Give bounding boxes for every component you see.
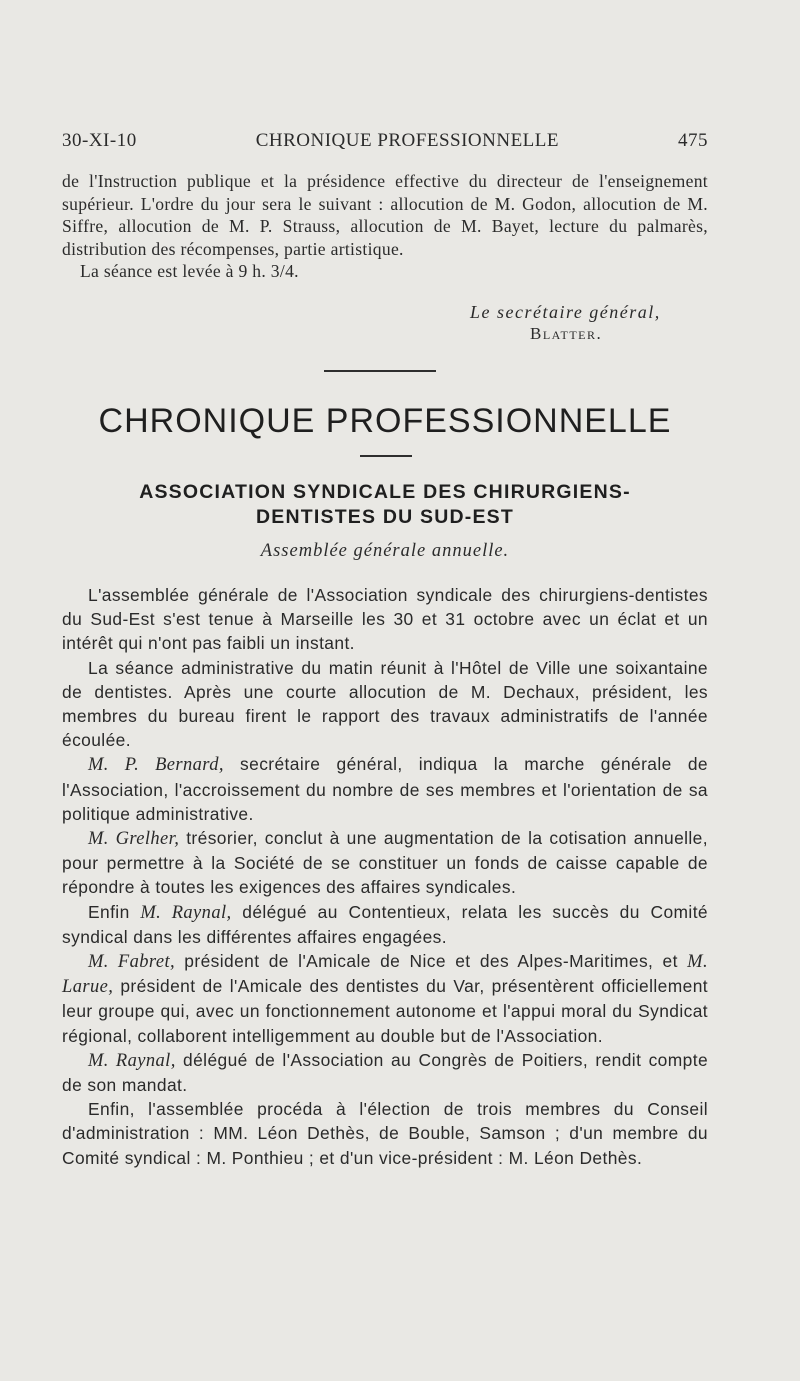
intro-paragraph: La séance est levée à 9 h. 3/4. <box>80 261 299 282</box>
paragraph-text: trésorier, conclut à une augmentation de la cotisation annuelle, pour permettre à la Société de se constituer un fonds de caisse capable de répondre à toutes les exigences des affaires syndicales. <box>62 828 708 898</box>
paragraph-text: délégué de l'Association au Congrès de Poitiers, rendit compte de son mandat. <box>62 1049 709 1096</box>
article-subtitle: Assemblée générale annuelle. <box>260 541 510 561</box>
title-divider <box>360 455 412 457</box>
article-paragraph: La séance administrative du matin réunit à l'Hôtel de Ville une soixantaine de dentistes. Après une courte allocution de M. Dechaux, président, les membres du bureau firent le rapport des travaux administratifs de l'année écoulée. <box>62 657 708 751</box>
person-name: M. Raynal, <box>88 1050 176 1071</box>
article-paragraph <box>62 949 708 1048</box>
running-header <box>62 130 708 152</box>
article-heading <box>62 480 708 530</box>
signature-block <box>470 302 700 344</box>
paragraph-text: Enfin <box>88 901 141 922</box>
article-heading-line: DENTISTES DU SUD-EST <box>255 506 515 528</box>
article-paragraph <box>62 900 708 949</box>
header-date: 30-XI-10 <box>62 130 137 151</box>
signature-title: Le secrétaire général, <box>470 302 661 322</box>
section-divider <box>324 370 436 372</box>
intro-text <box>62 170 708 283</box>
article-paragraph: Enfin, l'assemblée procéda à l'élection de trois membres du Conseil d'administration : MM. Léon Dethès, de Bouble, Samson ; d'un membre du Comité syndical : M. Ponthieu ; et d'un vice-président : M. Léon Dethès. <box>62 1099 708 1168</box>
article-paragraph: L'assemblée générale de l'Association syndicale des chirurgiens-dentistes du Sud-Est s'est tenue à Marseille les 30 et 31 octobre avec un éclat et un intérêt qui n'ont pas faibli un instant. <box>62 585 708 654</box>
person-name: M. P. Bernard, <box>88 755 224 776</box>
article-paragraph <box>62 1048 708 1097</box>
person-name: M. Larue, <box>62 952 708 998</box>
article-body <box>62 583 708 1170</box>
person-name: M. Fabret, <box>88 952 176 973</box>
person-name: M. Raynal, <box>140 902 232 923</box>
section-title: CHRONIQUE PROFESSIONNELLE <box>98 402 672 440</box>
paragraph-text: délégué au Contentieux, relata les succès du Comité syndical dans les différentes affaires engagées. <box>62 901 709 947</box>
paragraph-text: secrétaire général, indiqua la marche générale de l'Association, l'accroissement du nombre de ses membres et l'orientation de sa politique administrative. <box>62 754 708 824</box>
paragraph-text: président de l'Amicale de Nice et des Alpes-Maritimes, et <box>175 951 688 972</box>
article-paragraph <box>62 826 708 900</box>
article-paragraph <box>62 752 708 826</box>
article-heading-line: ASSOCIATION SYNDICALE DES CHIRURGIENS- <box>139 481 631 503</box>
paragraph-text: président de l'Amicale des dentistes du Var, présentèrent officiellement leur groupe qui, avec un fonctionnement autonome et l'appui moral du Syndicat régional, collaborent intelligemment au double but de l'Association. <box>62 976 708 1046</box>
header-title: CHRONIQUE PROFESSIONNELLE <box>255 130 560 151</box>
signature-name: Blatter. <box>530 324 603 343</box>
page-number: 475 <box>678 130 708 151</box>
intro-paragraph: de l'Instruction publique et la présidence effective du directeur de l'enseignement supérieur. L'ordre du jour sera le suivant : allocution de M. Godon, allocution de M. Siffre, allocution de M. P. Strauss, allocution de M. Bayet, lecture du palmarès, distribution des récompenses, partie artistique. <box>62 171 708 259</box>
person-name: M. Grelher, <box>88 829 180 850</box>
